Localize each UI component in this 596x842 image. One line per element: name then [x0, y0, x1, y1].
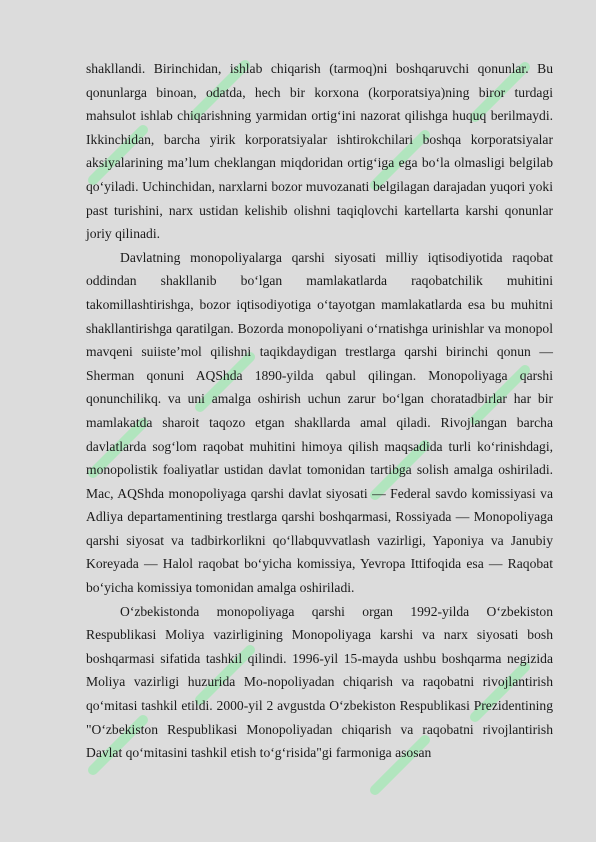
- document-body: [86, 57, 553, 765]
- paragraph: O‘zbekistonda monopoliyaga qarshi organ 1992-yilda O‘zbekiston Respublikasi Moliya vazirligining Monopoliyaga karshi va narx siyosati bosh boshqarmasi sifatida tashkil qilindi. 1996-yil 15-mayda ushbu boshqarma negizida Moliya vazirligi huzurida Mo-nopoliyadan chiqarish va raqobatni rivojlantirish qo‘mitasi tashkil etildi. 2000-yil 2 avgustda O‘zbekiston Respublikasi Prezidentining "O‘zbekiston Respublikasi Monopoliyadan chiqarish va raqobatni rivojlantirish Davlat qo‘mitasini tashkil etish to‘g‘risida"gi farmoniga asosan: [86, 603, 553, 761]
- paragraph: Davlatning monopoliyalarga qarshi siyosati milliy iqtisodiyotida raqobat oddindan shakllanib bo‘lgan mamlakatlarda raqobatchilik muhitini takomillashtirishga, bozor iqtisodiyotiga o‘tayotgan mamlakatlarda esa bu muhitni shakllantirishga qaratilgan. Bozorda monopoliyani o‘rnatishga urinishlar va monopol mavqeni suiiste’mol qilishni taqikdaydigan trestlarga qarshi birinchi qonun — Sherman qonuni AQShda 1890-yilda qabul qilingan. Monopoliyaga qarshi qonunchilikq. va uni amalga oshirish uchun zarur bo‘lgan choratadbirlar har bir mamlakatda sharoit taqozo etgan shakllarda amal qiladi. Rivojlangan barcha davlatlarda sog‘lom raqobat muhitini himoya qilish maqsadida turli ko‘rinishdagi, monopolistik foaliyatlar ustidan davlat tomonidan tartibga solish amalga oshiriladi. Mac, AQShda monopoliyaga qarshi davlat siyosati — Federal savdo komissiyasi va Adliya departamentining trestlarga qarshi boshqarmasi, Rossiyada — Monopoliyaga qarshi siyosat va tadbirkorlikni qo‘llabquvvatlash vazirligi, Yaponiya va Janubiy Koreyada — Halol raqobat bo‘yicha komissiya, Yevropa Ittifoqida esa — Raqobat bo‘yicha komissiya tomonidan amalga oshiriladi.: [86, 249, 553, 596]
- paragraph: shakllandi. Birinchidan, ishlab chiqarish (tarmoq)ni boshqaruvchi qonunlar. Bu qonunlarga binoan, odatda, hech bir korxona (korporatsiya)ning biror turdagi mahsulot ishlab chiqarishning yarmidan ortig‘ini nazorat qilishga huquq berilmaydi. Ikkinchidan, barcha yirik korporatsiyalar ishtirokchilari boshqa korporatsiyalar aksiyalarining ma’lum cheklangan miqdoridan ortig‘iga ega bo‘la olmasligi belgilab qo‘yiladi. Uchinchidan, narxlarni bozor muvozanati belgilagan darajadan yuqori yoki past turishini, narx ustidan kelishib olishni taqiqlovchi kartellarta karshi qonunlar joriy qilinadi.: [86, 61, 553, 242]
